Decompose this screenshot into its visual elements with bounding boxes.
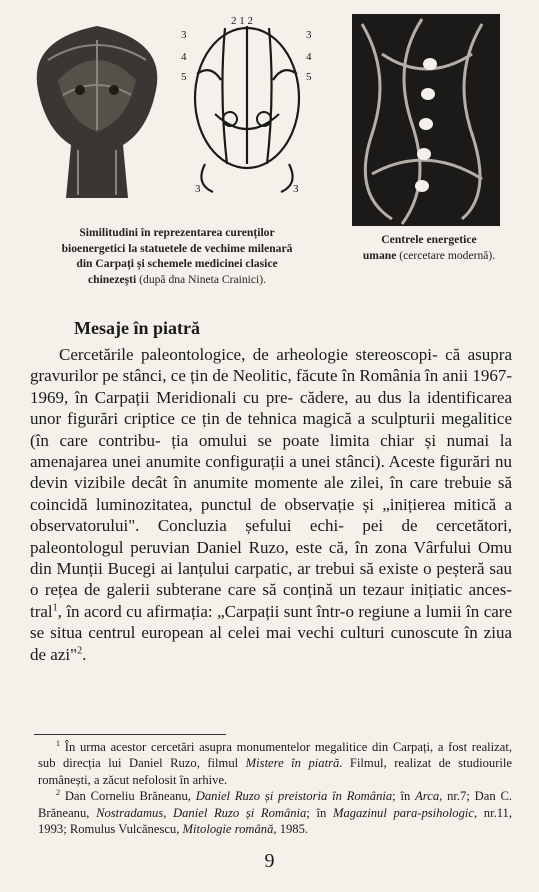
line: lumii în care se situa centrul european al celei mai vechi [30, 601, 512, 643]
footnote-text: , nr.7; [439, 789, 470, 804]
left-caption-plain: (după dna Nineta Crainici). [139, 272, 267, 286]
footnote-text: În urma acestor cercetări asupra monumentelor megalitice din Carpați, [64, 740, 434, 754]
film-title: Mistere în piatră [245, 756, 340, 771]
line: galerii subterane care să conțină un tezaur inițiatic ances- [106, 580, 512, 600]
left-figure-caption [22, 225, 332, 287]
footnote-2-mark: 2 [56, 788, 60, 798]
line: , în acord cu afirmația: „Carpații sunt într-o regiune a [57, 601, 422, 621]
energy-centres-photo [352, 14, 500, 226]
diagram-bottom-left: 3 [195, 183, 201, 195]
work-title: psihologic [421, 805, 474, 820]
line: cădere, au dus la identificarea unor figurări criptice ce țin [30, 387, 512, 429]
line: „inițierea mitică a observatorului". Concluzia șefului echi- [30, 494, 513, 536]
footnote-ref-1[interactable]: 1 [52, 602, 58, 614]
footnote-text: a fost realizat, sub direcția lui Daniel Ruzo, filmul [38, 740, 512, 771]
work-title: Nostradamus, Daniel Ruzo și România [96, 805, 307, 820]
line: România în anii 1967-1969, în Carpații Meridionali cu pre- [30, 366, 512, 407]
footnote-text: , nr.11, 1993; Romulus Vulcănescu, [38, 805, 512, 837]
section-heading: Mesaje în piatră [74, 318, 200, 338]
work-title: Daniel Ruzo și preistoria în România [195, 789, 393, 804]
diagram-bottom-right: 3 [293, 183, 299, 195]
page-number: 9 [264, 850, 275, 872]
footnote-text: . Filmul, [339, 756, 387, 771]
work-title: Magazinul para- [332, 805, 422, 820]
right-caption-line2 [344, 248, 514, 264]
work-title: Arca [415, 789, 440, 804]
footnote-text: ; în [306, 805, 327, 820]
work-title: Mitologie română [182, 822, 274, 837]
line: culturi cunoscute în ziua de azi" [30, 623, 513, 664]
left-caption-line4 [22, 272, 332, 288]
line: de tehnica magică a sculpturii megalitice (în care contribu- [30, 409, 513, 450]
right-caption-plain: (cercetare modernă). [399, 248, 496, 262]
diagram-right-5: 5 [306, 71, 312, 83]
diagram-right-4: 4 [306, 51, 312, 63]
line: este că, în zona Vârfului Omu din Munții Bucegi ai [30, 537, 512, 579]
footnote-text: ; în [392, 789, 411, 804]
footnote-text: Dan C. Brăneanu, [38, 789, 512, 820]
diagram-right-3: 3 [306, 29, 312, 41]
left-caption-line2: bioenergetici la statuetele de vechime milenară [61, 241, 293, 255]
footnote-text: Dan Corneliu Brăneanu, [64, 789, 191, 804]
left-caption-bold: chinezești [87, 272, 137, 286]
line: Cercetările paleontologice, de arheologie stereoscopi- [59, 345, 438, 364]
diagram-left-4: 4 [181, 51, 187, 63]
right-figure-caption [344, 232, 514, 263]
footnotes [38, 739, 512, 837]
left-caption-line3: din Carpați și schemele medicinei clasice [76, 257, 278, 271]
line: unei anumite configurații a unei stânci). Aceste figurări nu [112, 452, 512, 472]
right-caption-bold: umane [362, 248, 397, 262]
statuette-photo [18, 20, 176, 210]
footnote-1-mark: 1 [56, 738, 60, 748]
right-caption-line1: Centrele energetice [381, 233, 477, 246]
line: că asupra gravurilor pe stânci, ce țin de Neolitic, făcute în [30, 345, 512, 386]
line: trebuie să coincidă luminozitatea, punctul de observație și [30, 473, 512, 514]
footnote-text: , 1985. [273, 822, 309, 837]
line: lanțului carpatic, ar trebui să existe o peșteră sau o rețea de [30, 559, 513, 600]
line: ția omului se poate limita chiar și numai la amenajarea [30, 430, 513, 472]
line: tral [30, 601, 53, 621]
footnote-1 [38, 739, 512, 788]
left-caption-line1: Similitudini în reprezentarea curenților [79, 226, 275, 239]
meridian-face-diagram [175, 14, 319, 196]
body-paragraph [30, 344, 512, 665]
diagram-left-5: 5 [181, 71, 187, 83]
diagram-left-3: 3 [181, 29, 187, 41]
footnote-ref-2[interactable]: 2 [77, 645, 83, 657]
footnote-2 [38, 788, 512, 837]
diagram-top-numbers: 2 1 2 [231, 15, 253, 27]
footnote-text: realizat de studiourile românești, a zăcut nefolosit în arhive. [38, 756, 513, 787]
line: pei de cercetători, paleontologul peruvian Daniel Ruzo, [30, 516, 512, 557]
footnote-rule [34, 734, 226, 735]
line: . [82, 644, 87, 664]
line: devin vizibile decât în anumite momente ale zilei, în care [30, 473, 438, 493]
